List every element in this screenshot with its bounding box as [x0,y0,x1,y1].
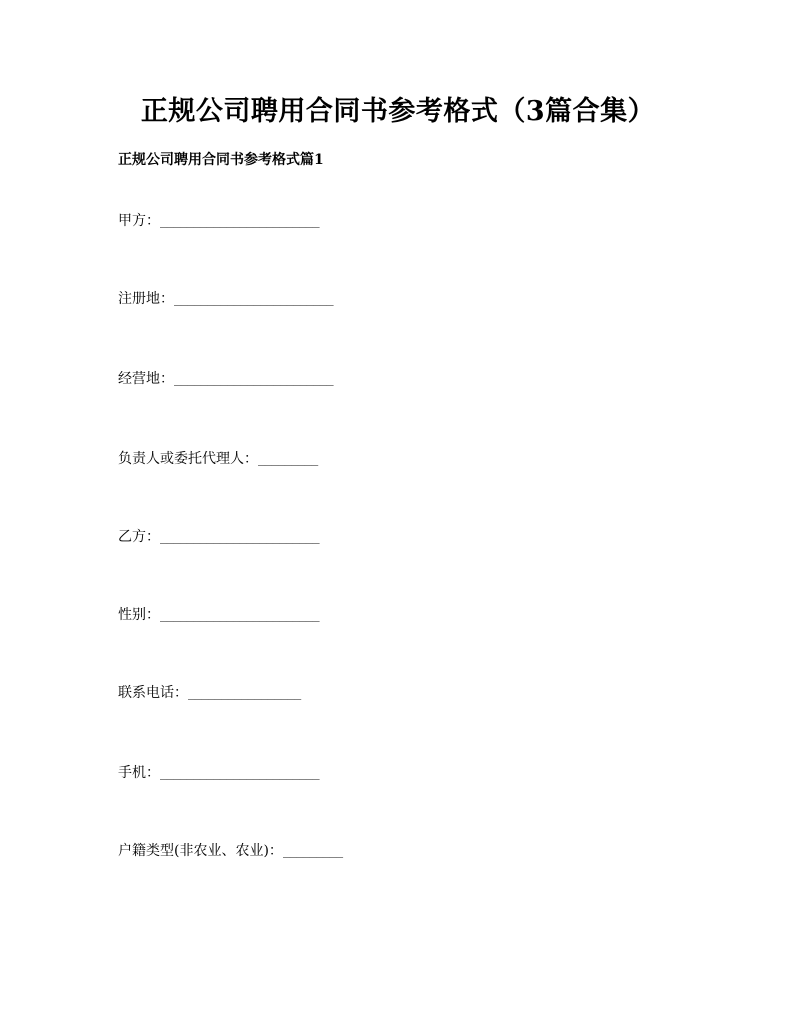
field-label: 性别： [118,607,160,623]
field-business-address [118,369,333,389]
field-label: 户籍类型(非农业、农业)： [118,843,283,859]
field-party-a [118,211,319,231]
field-registered-address [118,289,333,309]
field-blank-line: ________________________ [174,292,333,306]
field-label: 经营地： [118,371,174,387]
field-household-type [118,841,343,861]
field-label: 注册地： [118,291,174,307]
field-blank-line: ________________________ [174,372,333,386]
field-phone [118,683,301,703]
field-label: 乙方： [118,529,160,545]
field-label: 联系电话： [118,685,188,701]
field-label: 手机： [118,765,160,781]
section-title: 正规公司聘用合同书参考格式篇1 [118,152,324,168]
field-representative [118,449,318,469]
field-gender [118,605,319,625]
field-blank-line: _________ [282,844,343,858]
field-blank-line: ________________________ [160,766,319,780]
field-blank-line: _________________ [188,686,301,700]
field-mobile [118,763,319,783]
field-party-b [118,527,319,547]
field-blank-line: ________________________ [160,214,319,228]
field-blank-line: ________________________ [160,608,319,622]
field-blank-line: ________________________ [160,530,319,544]
field-label: 甲方： [118,213,160,229]
field-label: 负责人或委托代理人： [118,451,258,467]
field-blank-line: _________ [258,452,318,466]
document-title: 正规公司聘用合同书参考格式（3篇合集） [140,96,656,127]
